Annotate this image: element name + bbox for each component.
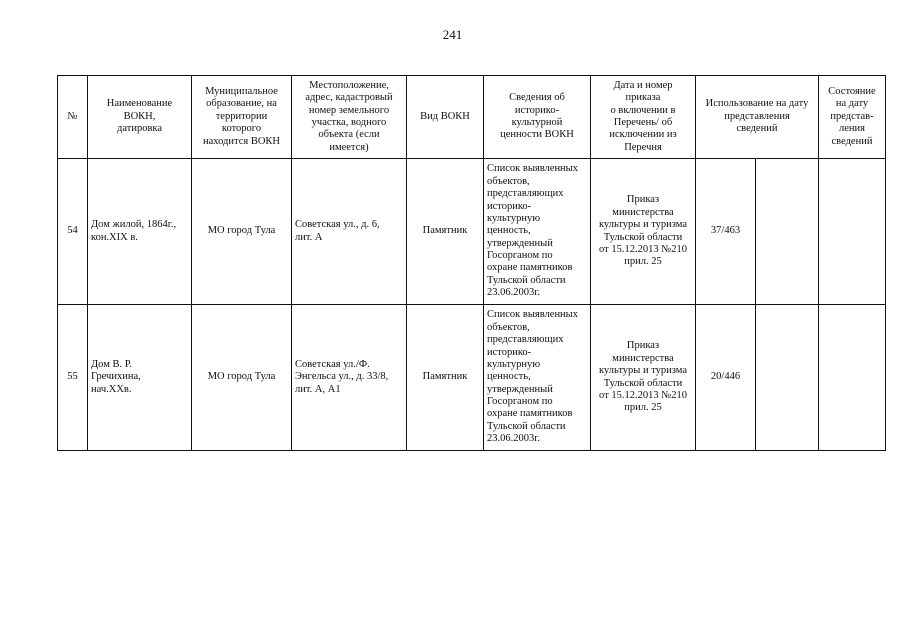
table-header-row xyxy=(58,76,886,159)
header-location: Местоположение, адрес, кадастровый номер земельного участка, водного объекта (если имеется) xyxy=(292,76,407,159)
header-num: № xyxy=(58,76,88,159)
cell-num: 54 xyxy=(58,159,88,305)
cell-municipality: МО город Тула xyxy=(192,305,292,451)
cell-info: Список выявленных объектов, представляющих историко- культурную ценность, утвержденный Госорганом по охране памятников Тульской области 23.06.2003г. xyxy=(484,159,591,305)
header-usage: Использование на дату представления сведений xyxy=(696,76,819,159)
page-number: 241 xyxy=(442,27,463,42)
cell-usage-extra xyxy=(756,159,819,305)
cell-state xyxy=(819,305,886,451)
cell-order: Приказ министерства культуры и туризма Тульской области от 15.12.2013 №210 прил. 25 xyxy=(591,159,696,305)
cell-usage-extra xyxy=(756,305,819,451)
cell-name: Дом В. Р. Гречихина, нач.XXв. xyxy=(88,305,192,451)
header-name: Наименование ВОКН, датировка xyxy=(88,76,192,159)
cell-type: Памятник xyxy=(407,159,484,305)
cell-info: Список выявленных объектов, представляющих историко- культурную ценность, утвержденный Госорганом по охране памятников Тульской области 23.06.2003г. xyxy=(484,305,591,451)
cell-order: Приказ министерства культуры и туризма Тульской области от 15.12.2013 №210 прил. 25 xyxy=(591,305,696,451)
cell-num: 55 xyxy=(58,305,88,451)
cell-municipality: МО город Тула xyxy=(192,159,292,305)
header-municipality: Муниципальное образование, на территории которого находится ВОКН xyxy=(192,76,292,159)
cell-usage-code: 37/463 xyxy=(696,159,756,305)
table-row xyxy=(58,159,886,305)
cell-type: Памятник xyxy=(407,305,484,451)
header-info: Сведения об историко- культурной ценности ВОКН xyxy=(484,76,591,159)
header-state: Состояние на дату представ- ления сведений xyxy=(819,76,886,159)
table-row xyxy=(58,305,886,451)
cell-location: Советская ул., д. 6, лит. А xyxy=(292,159,407,305)
cell-state xyxy=(819,159,886,305)
cell-name: Дом жилой, 1864г., кон.XIX в. xyxy=(88,159,192,305)
header-type: Вид ВОКН xyxy=(407,76,484,159)
cell-usage-code: 20/446 xyxy=(696,305,756,451)
heritage-registry-table xyxy=(57,75,886,451)
cell-location: Советская ул./Ф. Энгельса ул., д. 33/8, лит. А, А1 xyxy=(292,305,407,451)
header-order: Дата и номер приказа о включении в Перечень/ об исключении из Перечня xyxy=(591,76,696,159)
